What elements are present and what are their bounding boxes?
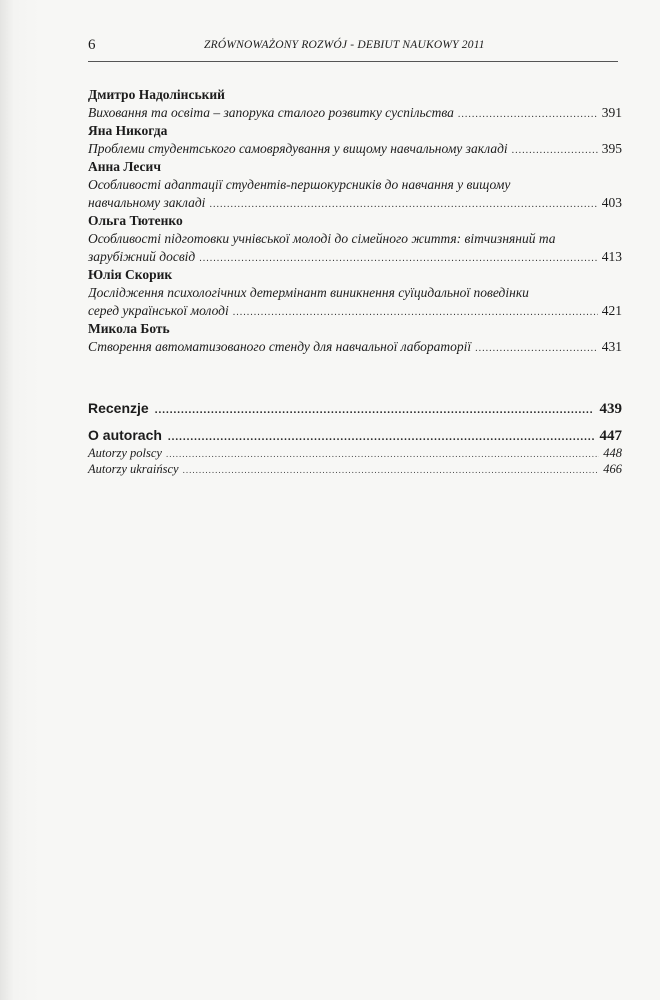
entry-author: Ольга Тютенко <box>88 213 183 228</box>
subsection-page: 466 <box>603 462 622 476</box>
entry-title-cont: серед української молоді <box>88 303 229 318</box>
entry-author: Дмитро Надолінський <box>88 87 225 102</box>
dot-leader <box>168 427 594 447</box>
entry-title-line[interactable] <box>88 104 622 122</box>
section-page: 447 <box>599 428 622 444</box>
entry-author: Микола Боть <box>88 321 170 336</box>
section-title: Recenzje <box>88 400 149 416</box>
entry-title: Створення автоматизованого стенду для навчальної лабораторії <box>88 339 472 354</box>
section-page: 439 <box>599 401 622 417</box>
entry-title: Дослідження психологічних детермінант виникнення суїцидальної поведінки <box>88 285 529 300</box>
toc-entry <box>88 158 622 212</box>
entry-title-line[interactable] <box>88 248 622 266</box>
entry-title-line[interactable] <box>88 302 622 320</box>
page-number: 6 <box>88 37 96 53</box>
entry-title: Особливості підготовки учнівської молоді до сімейного життя: вітчизняний та <box>88 231 556 246</box>
entry-title-cont: зарубіжний досвід <box>88 249 196 264</box>
toc-entry <box>88 86 622 122</box>
dot-leader <box>209 196 597 214</box>
section-line[interactable] <box>88 398 622 418</box>
entry-title: Проблеми студентського самоврядування у вищому навчальному закладі <box>88 141 508 156</box>
subsection-title: Autorzy ukraińscy <box>88 462 179 476</box>
entry-title-line[interactable] <box>88 194 622 212</box>
entry-title-line[interactable] <box>88 338 622 356</box>
entry-page: 431 <box>601 339 622 354</box>
entry-title-cont: навчальному закладі <box>88 195 206 210</box>
entry-page: 395 <box>601 141 622 156</box>
toc-entry <box>88 122 622 158</box>
entry-page: 421 <box>601 303 622 318</box>
running-title: ZRÓWNOWAŻONY ROZWÓJ - DEBIUT NAUKOWY 2011 <box>204 39 485 51</box>
entry-title: Особливості адаптації студентів-першокурсників до навчання у вищому <box>88 177 511 192</box>
toc-entry <box>88 320 622 356</box>
entry-page: 413 <box>601 249 622 264</box>
subsection-line[interactable] <box>88 445 622 461</box>
dot-leader <box>233 304 598 322</box>
subsection-line[interactable] <box>88 461 622 477</box>
entry-author: Яна Никогда <box>88 123 168 138</box>
page-header <box>88 31 618 62</box>
dot-leader <box>475 340 598 358</box>
dot-leader <box>183 462 600 478</box>
subsection-page: 448 <box>603 446 622 460</box>
table-of-contents <box>88 86 622 356</box>
section-title: O autorach <box>88 427 162 443</box>
section-o-autorach <box>88 425 622 477</box>
entry-title: Виховання та освіта – запорука сталого розвитку суспільства <box>88 105 454 120</box>
entry-page: 391 <box>601 105 622 120</box>
dot-leader <box>166 446 599 462</box>
dot-leader <box>512 142 598 160</box>
dot-leader <box>155 400 594 420</box>
entry-title-line[interactable] <box>88 140 622 158</box>
entry-author: Юлія Скорик <box>88 267 173 282</box>
section-recenzje <box>88 398 622 418</box>
subsection-title: Autorzy polscy <box>88 446 162 460</box>
dot-leader <box>458 106 598 124</box>
section-line[interactable] <box>88 425 622 445</box>
toc-entry <box>88 212 622 266</box>
dot-leader <box>199 250 597 268</box>
entry-author: Анна Лесич <box>88 159 161 174</box>
entry-page: 403 <box>601 195 622 210</box>
toc-entry <box>88 266 622 320</box>
